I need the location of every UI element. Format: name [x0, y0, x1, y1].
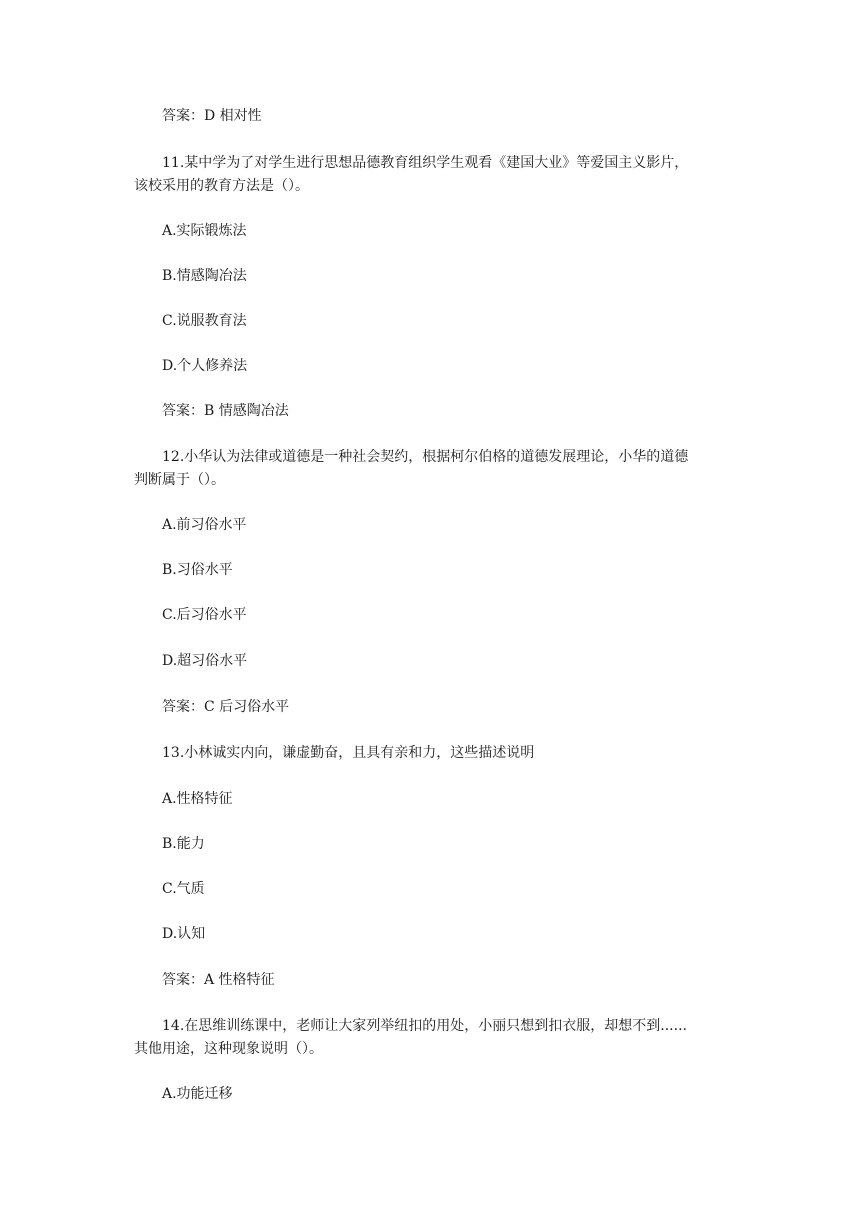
option-11-c: C.说服教育法	[162, 313, 247, 329]
option-13-c: C.气质	[162, 881, 205, 897]
option-12-d: D.超习俗水平	[162, 653, 248, 669]
option-12-b: B.习俗水平	[162, 562, 233, 578]
answer-13: 答案：A 性格特征	[162, 972, 275, 988]
question-12-line-2: 判断属于（）。	[134, 472, 225, 488]
option-14-a: A.功能迁移	[162, 1086, 233, 1102]
question-14-line-2: 其他用途，这种现象说明（）。	[134, 1041, 323, 1057]
option-11-b: B.情感陶冶法	[162, 268, 247, 284]
option-11-a: A.实际锻炼法	[162, 223, 247, 239]
option-13-b: B.能力	[162, 836, 205, 852]
answer-12: 答案：C 后习俗水平	[162, 699, 290, 715]
option-13-d: D.认知	[162, 926, 206, 942]
question-11-line-1: 11.某中学为了对学生进行思想品德教育组织学生观看《建国大业》等爱国主义影片，	[162, 155, 689, 171]
question-11-line-2: 该校采用的教育方法是（）。	[134, 178, 309, 194]
answer-10: 答案：D 相对性	[162, 108, 262, 124]
question-13: 13.小林诚实内向，谦虚勤奋，且具有亲和力，这些描述说明	[162, 745, 535, 761]
option-13-a: A.性格特征	[162, 791, 233, 807]
option-12-c: C.后习俗水平	[162, 607, 247, 623]
option-11-d: D.个人修养法	[162, 358, 248, 374]
option-12-a: A.前习俗水平	[162, 517, 247, 533]
answer-11: 答案：B 情感陶冶法	[162, 403, 289, 419]
question-14-line-1: 14.在思维训练课中，老师让大家列举纽扣的用处，小丽只想到扣衣服，却想不到......	[162, 1018, 687, 1034]
question-12-line-1: 12.小华认为法律或道德是一种社会契约，根据柯尔伯格的道德发展理论，小华的道德	[162, 449, 689, 465]
